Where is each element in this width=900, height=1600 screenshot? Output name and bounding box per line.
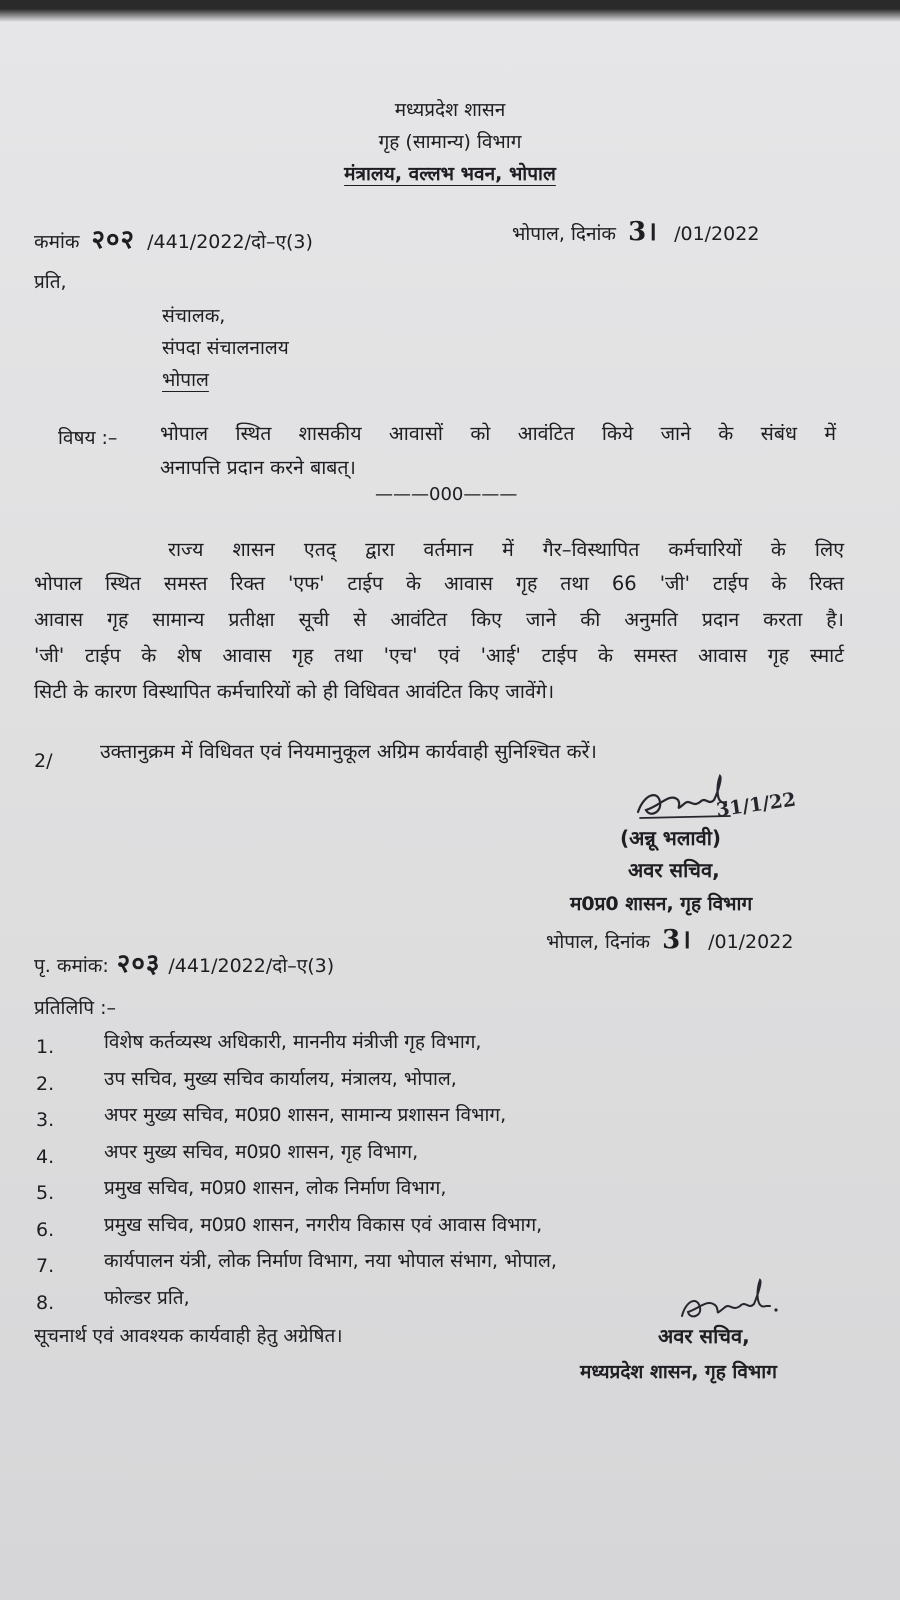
handwritten-reference-no: २०२ [91,225,136,255]
signature-1-date [546,920,793,956]
copy-to-item-number: 6. [36,1218,55,1241]
signature-1-office: म0प्र0 शासन, गृह विभाग [570,893,753,915]
copy-to-item-number: 3. [36,1109,55,1131]
paragraph-2-text: उक्तानुक्रम में विधिवत एवं नियमानुकूल अग्रिम कार्यवाही सुनिश्चित करें। [100,740,597,763]
copy-to-item-text: फोल्डर प्रति, [104,1286,190,1309]
copy-to-item [36,1174,816,1211]
copy-to-item-number: 1. [36,1036,55,1058]
signature-2-office: मध्यप्रदेश शासन, गृह विभाग [580,1361,777,1383]
copy-to-item-number: 2. [36,1072,55,1095]
subject-separator: ———000——— [375,484,518,505]
header-line-3 [0,160,900,186]
addressee-line-3-text: भोपाल [162,369,209,391]
signature-1-date-label: भोपाल, दिनांक [546,931,651,953]
copy-to-item-text: कार्यपालन यंत्री, लोक निर्माण विभाग, नया भोपाल संभाग, भोपाल, [104,1250,557,1272]
date-label: भोपाल, दिनांक [512,223,617,245]
header-line-3-text: मंत्रालय, वल्लभ भवन, भोपाल [344,163,556,185]
copy-to-item-text: अपर मुख्य सचिव, म0प्र0 शासन, सामान्य प्रशासन विभाग, [104,1104,507,1126]
body-line-3: आवास गृह सामान्य प्रतीक्षा सूची से आवंटित किए जाने की अनुमति प्रदान करता है। [34,608,844,631]
copy-to-item-number: 4. [36,1145,55,1168]
subject-line-2: अनापत्ति प्रदान करने बाबत्। [160,456,356,479]
copy-to-item [36,1284,816,1321]
body-line-5: सिटी के कारण विस्थापित कर्मचारियों को ही विधिवत आवंटित किए जावेंगे। [34,680,555,703]
addressee-line-2: संपदा संचालनालय [162,337,289,359]
endorsement-label: पृ. कमांक: [34,955,109,977]
copy-to-item [36,1138,816,1175]
copy-to-list [36,1028,816,1320]
header-line-2: गृह (सामान्य) विभाग [378,131,522,153]
subject-line-1: भोपाल स्थित शासकीय आवासों को आवंटित किये जाने के संबंध में [160,422,836,445]
copy-to-label: प्रतिलिपि :– [34,997,117,1019]
copy-to-item [36,1247,816,1284]
copy-to-item [36,1211,816,1248]
copy-to-item-text: विशेष कर्तव्यस्थ अधिकारी, माननीय मंत्रीजी गृह विभाग, [104,1031,482,1053]
header-line-1: मध्यप्रदेश शासन [394,99,506,121]
signature-2-designation: अवर सचिव, [658,1324,750,1348]
copy-to-item-text: प्रमुख सचिव, म0प्र0 शासन, नगरीय विकास एवं आवास विभाग, [104,1213,543,1236]
copy-to-item-number: 5. [36,1182,55,1204]
endorsement-rest: /441/2022/दो–ए(3) [168,955,335,977]
date-rest: /01/2022 [674,223,760,245]
body-line-4: 'जी' टाईप के शेष आवास गृह तथा 'एच' एवं 'आई' टाईप के समस्त आवास गृह स्मार्ट [34,644,844,667]
copy-to-item [36,1028,816,1065]
handwritten-endorsement-no: २०३ [116,949,161,979]
addressee-line-1: संचालक, [162,305,226,327]
reference-rest: /441/2022/दो–ए(3) [147,231,313,253]
addressee-line-3 [162,366,209,392]
copy-to-item [36,1065,816,1102]
closing-line: सूचनार्थ एवं आवश्यक कार्यवाही हेतु अग्रेषित। [34,1325,343,1347]
addressee-prati: प्रति, [34,271,67,293]
handwritten-date-day: 3। [628,217,659,247]
reference-number [34,220,313,256]
endorsement-number [34,944,334,980]
copy-to-item-number: 8. [36,1291,55,1314]
copy-to-items [36,1028,816,1320]
reference-date [512,212,759,248]
copy-to-item-number: 7. [36,1255,55,1277]
paragraph-2-number: 2/ [34,750,53,772]
reference-label: कमांक [34,231,80,253]
signature-1-handwritten-date: 31/1/22 [714,788,798,822]
signature-1-name: (अन्नू भलावी) [620,826,722,850]
signature-1-designation: अवर सचिव, [628,858,720,882]
photo-edge-shadow [0,0,900,22]
signature-1-handwritten-day: 3। [662,925,693,955]
signature-1-date-rest: /01/2022 [708,931,794,953]
copy-to-item-text: उप सचिव, मुख्य सचिव कार्यालय, मंत्रालय, भोपाल, [104,1067,457,1090]
copy-to-item-text: अपर मुख्य सचिव, म0प्र0 शासन, गृह विभाग, [104,1140,419,1163]
subject-label: विषय :– [58,427,118,449]
copy-to-item-text: प्रमुख सचिव, म0प्र0 शासन, लोक निर्माण विभाग, [104,1177,447,1199]
body-line-1: राज्य शासन एतद् द्वारा वर्तमान में गैर–विस्थापित कर्मचारियों के लिए [168,538,844,561]
copy-to-item [36,1101,816,1138]
body-line-2: भोपाल स्थित समस्त रिक्त 'एफ' टाईप के आवास गृह तथा 66 'जी' टाईप के रिक्त [34,572,844,595]
